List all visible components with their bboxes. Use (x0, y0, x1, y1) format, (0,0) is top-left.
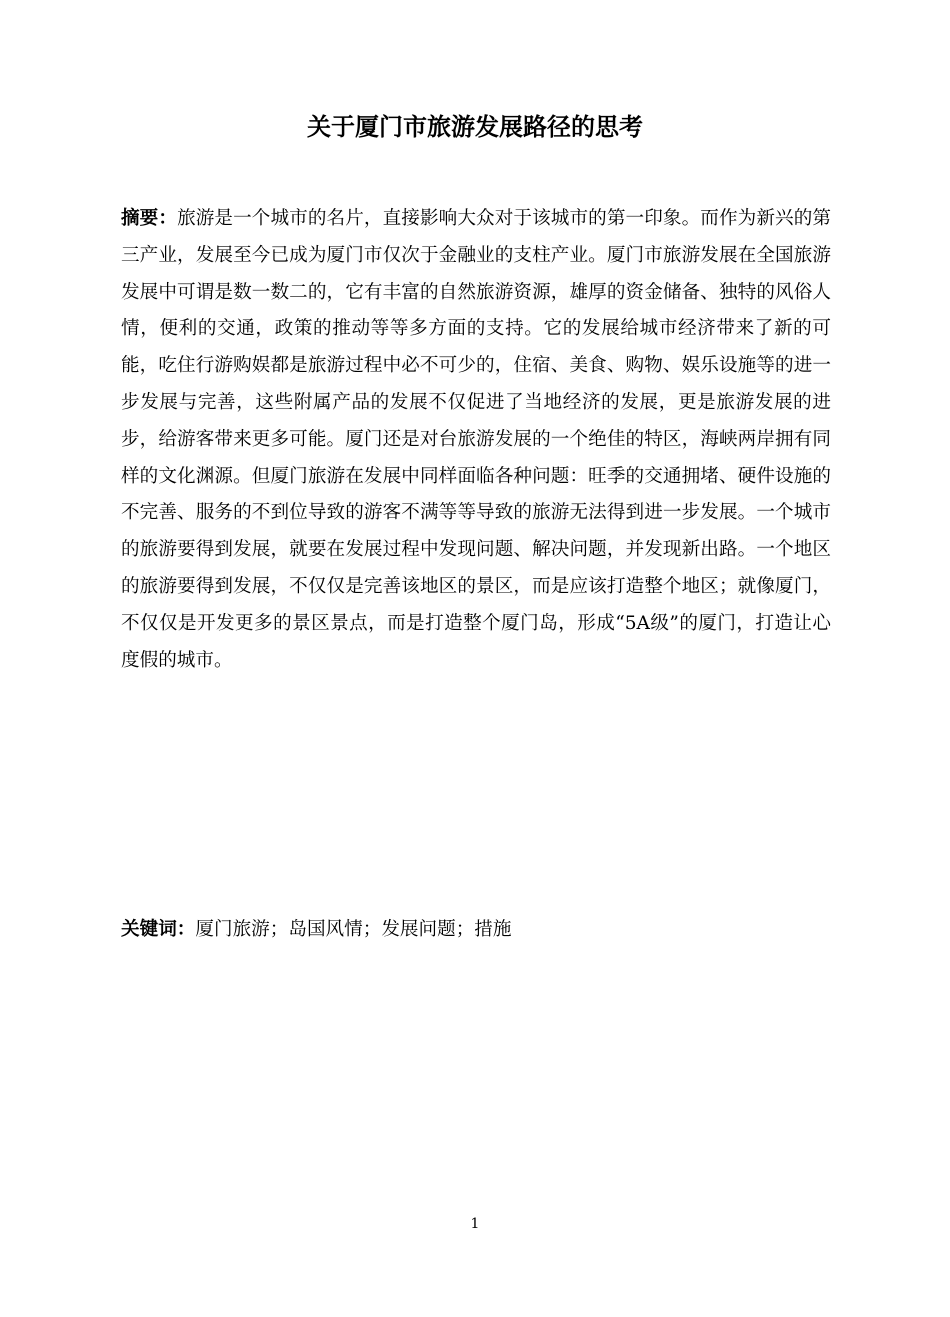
keywords-text: 厦门旅游；岛国风情；发展问题；措施 (195, 919, 512, 940)
page-title: 关于厦门市旅游发展路径的思考 (307, 113, 643, 141)
page-number: 1 (470, 1216, 480, 1232)
keywords-label: 关键词： (121, 919, 196, 940)
keywords-line (121, 912, 831, 948)
abstract-paragraph (121, 201, 831, 679)
abstract-text: 旅游是一个城市的名片，直接影响大众对于该城市的第一印象。而作为新兴的第三产业，发展至今已成为厦门市仅次于金融业的支柱产业。厦门市旅游发展在全国旅游发展中可谓是数一数二的，它有丰富的自然旅游资源，雄厚的资金储备、独特的风俗人情，便利的交通，政策的推动等等多方面的支持。它的发展给城市经济带来了新的可能，吃住行游购娱都是旅游过程中必不可少的，住宿、美食、购物、娱乐设施等的进一步发展与完善，这些附属产品的发展不仅促进了当地经济的发展，更是旅游发展的进步，给游客带来更多可能。厦门还是对台旅游发展的一个绝佳的特区，海峡两岸拥有同样的文化渊源。但厦门旅游在发展中同样面临各种问题：旺季的交通拥堵、硬件设施的不完善、服务的不到位导致的游客不满等等导致的旅游无法得到进一步发展。一个城市的旅游要得到发展，就要在发展过程中发现问题、解决问题，并发现新出路。一个地区的旅游要得到发展，不仅仅是完善该地区的景区，而是应该打造整个地区；就像厦门，不仅仅是开发更多的景区景点，而是打造整个厦门岛，形成“5A级”的厦门，打造让心度假的城市。 (121, 208, 831, 671)
abstract-label: 摘要： (121, 208, 178, 229)
